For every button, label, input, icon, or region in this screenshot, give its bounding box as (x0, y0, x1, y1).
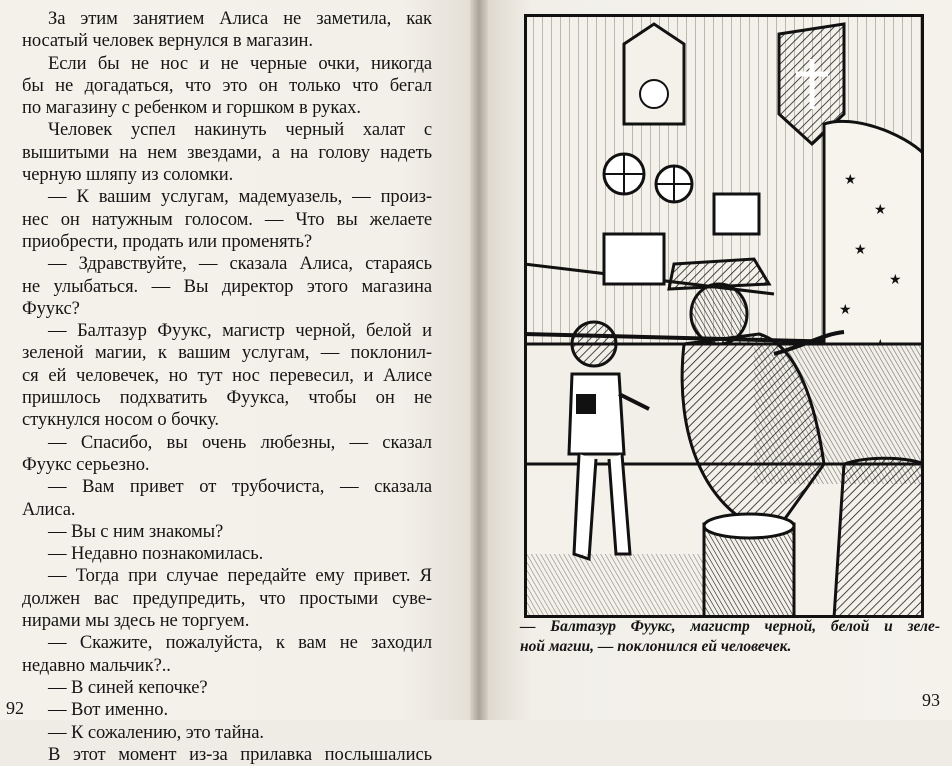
text-line: вышитыми на нем звездами, а на голову надеть (22, 141, 432, 163)
text-line: черную шляпу из соломки. (22, 164, 234, 186)
text-line: зеленой магии, к вашим услугам, — поклонил- (22, 342, 432, 364)
text-line: бы не догадаться, что это он только что бегал (22, 74, 432, 96)
left-page-text (22, 8, 432, 766)
text-line: — Недавно познакомилась. (48, 543, 264, 565)
text-line: — Спасибо, вы очень любезны, — сказал (48, 431, 432, 453)
text-line: — Здравствуйте, — сказала Алиса, стараясь (48, 253, 432, 275)
svg-text:★: ★ (839, 303, 852, 318)
text-line: В этот момент из-за прилавка послышались (48, 743, 432, 765)
page-number-right: 93 (922, 690, 940, 710)
text-line: — К вашим услугам, мадемуазель, — произ- (48, 186, 432, 208)
svg-text:★: ★ (854, 243, 867, 258)
text-line: носатый человек вернулся в магазин. (22, 30, 313, 52)
text-line: стукнулся носом о бочку. (22, 409, 219, 431)
text-line: пришлось подхватить Фуукса, чтобы он не (22, 387, 432, 409)
text-line: ся ей человечек, но тут нос перевесил, и Алисе (22, 364, 432, 386)
text-line: — Вам привет от трубочиста, — сказала (48, 476, 432, 498)
text-line: нес он натужным голосом. — Что вы желаете (22, 208, 432, 230)
caption-line: — Балтазур Фуукс, магистр черной, белой и зеле- (520, 618, 940, 635)
book-gutter (470, 0, 488, 720)
text-line: Если бы не нос и не черные очки, никогда (48, 52, 432, 74)
text-line: нирами мы здесь не торгуем. (22, 610, 250, 632)
text-line: За этим занятием Алиса не заметила, как (48, 8, 432, 29)
caption-line: ной магии, — поклонился ей человечек. (520, 638, 792, 655)
text-line: Фуукс? (22, 297, 80, 319)
text-line: — Балтазур Фуукс, магистр черной, белой и (48, 320, 432, 342)
text-line: должен вас предупредить, что простыми суве- (22, 587, 432, 609)
text-line: — В синей кепочке? (48, 676, 208, 698)
text-line: — Вот именно. (48, 699, 168, 721)
illustration-caption (520, 617, 940, 657)
text-line: приобрести, продать или променять? (22, 230, 313, 252)
text-line: не улыбаться. — Вы директор этого магазина (22, 275, 432, 297)
text-line: — К сожалению, это тайна. (48, 721, 264, 743)
text-line: Фуукс серьезно. (22, 453, 150, 475)
text-line: Алиса. (22, 498, 76, 520)
text-line: по магазину с ребенком и горшком в руках. (22, 97, 361, 119)
svg-text:★: ★ (889, 273, 902, 288)
shop-illustration (524, 14, 924, 618)
text-line: Человек успел накинуть черный халат с (48, 119, 432, 141)
text-line: — Вы с ним знакомы? (48, 520, 224, 542)
svg-text:★: ★ (844, 173, 857, 188)
text-line: недавно мальчик?.. (22, 654, 171, 676)
svg-text:★: ★ (874, 203, 887, 218)
text-line: — Тогда при случае передайте ему привет. Я (48, 565, 432, 587)
page-number-left: 92 (6, 698, 24, 718)
text-line: — Скажите, пожалуйста, к вам не заходил (48, 632, 432, 654)
